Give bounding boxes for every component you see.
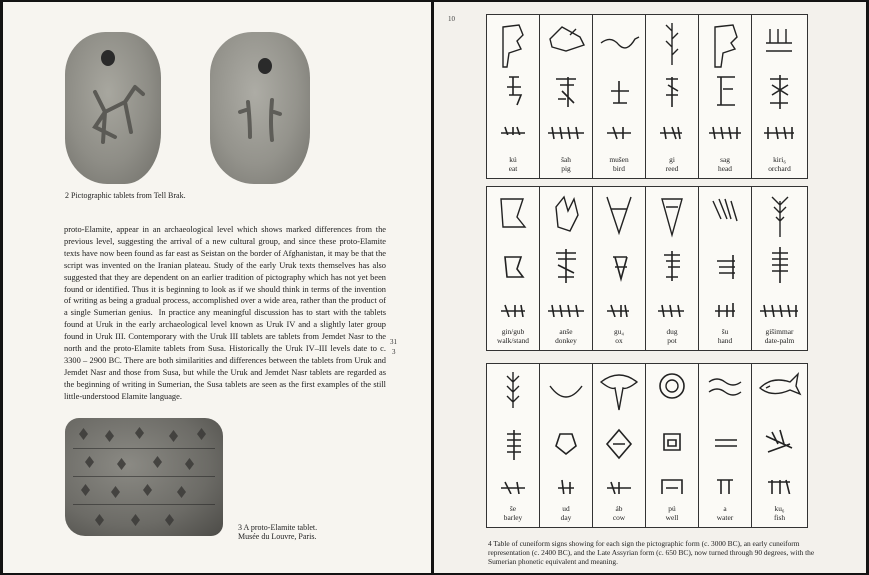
- sign-column-musen: [593, 15, 646, 178]
- tablet-line: [73, 476, 215, 477]
- tablet-sign: [85, 456, 94, 468]
- phonetic-value: dug: [666, 327, 678, 336]
- phonetic-value: gu₄: [614, 327, 624, 336]
- sign-drawings: [540, 364, 592, 494]
- meaning: donkey: [555, 336, 577, 345]
- sign-drawings: [699, 364, 751, 494]
- sign-column-su: [699, 187, 752, 350]
- sign-drawings: [752, 15, 807, 145]
- page-number: 10: [448, 15, 455, 23]
- sign-table-panel-2: [486, 186, 808, 351]
- sign-drawings: [646, 15, 698, 145]
- figure-caption-3: 3 A proto-Elamite tablet.: [238, 523, 318, 532]
- sign-drawings: [487, 15, 539, 135]
- proto-elamite-tablet-image: [65, 418, 223, 536]
- sign-column-anse: [540, 187, 593, 350]
- tablet-sign: [143, 484, 152, 496]
- phonetic-value: sag: [720, 155, 730, 164]
- sign-column-ku6: [752, 364, 807, 527]
- tablet-sign: [165, 514, 174, 526]
- meaning: pot: [667, 336, 677, 345]
- tablet-sign: [111, 486, 120, 498]
- meaning: reed: [665, 164, 679, 173]
- sign-column-se: [487, 364, 540, 527]
- phonetic-value: ku₆: [774, 504, 785, 513]
- tablet-sign: [105, 430, 114, 442]
- margin-note: 31: [390, 338, 397, 346]
- meaning: water: [716, 513, 734, 522]
- sign-column-gu: [593, 187, 646, 350]
- tablet-sign: [131, 514, 140, 526]
- meaning: well: [665, 513, 679, 522]
- tablet-sign: [135, 427, 144, 439]
- phonetic-value: anše: [559, 327, 573, 336]
- right-page: [434, 2, 866, 573]
- meaning: walk/stand: [496, 336, 530, 345]
- sign-drawings: [593, 187, 645, 317]
- sign-column-pu: [646, 364, 699, 527]
- sign-column-ku: [487, 15, 540, 178]
- body-text: proto-Elamite, appear in an archaeological level which shows marked differences from the previous level, suggesting the arrival of a new cultural group, and since these proto-Elamite texts have now been found as far east as Seistan on the border of Afghanistan, it may be that the script was invented on the Iranian plateau. Study of the early Uruk texts themselves has also suggested that they are dependent on an earlier tradition of pictography which has not yet been found or identified. Thus it is beginning to look as if we should think in terms of the invention of writing as being a gradual process, accomplished over a wide area, rather than the product of a single Sumerian genius. In practice any meaningful discussion has to start with the tablets found at Uruk in the early archaeological level known as Uruk IV and a slightly later group found in Uruk III. Contemporary with the Uruk III tablets are tablets from Jemdet Nasr to the north and the proto-Elamite tablets from Susa. Historically the Uruk IV–III levels date to c. 3300 – 2900 BC. There are both similarities and differences between the tablets from Uruk and Jemdet Nasr and those from Susa, but while the Uruk and Jemdet Nasr tablets are regarded as the beginning of writing in Sumerian, the Susa tablets are seen as the first examples of the still little-understood Elamite language.: [64, 225, 386, 401]
- pictographic-tablet-image: [210, 32, 310, 184]
- tablet-line: [73, 448, 215, 449]
- phonetic-value: mušen: [609, 155, 629, 164]
- tablet-sign: [117, 458, 126, 470]
- figure-caption-2: 2 Pictographic tablets from Tell Brak.: [65, 191, 186, 200]
- sign-drawings: [540, 15, 592, 145]
- meaning: eat: [508, 164, 518, 173]
- meaning: cow: [612, 513, 626, 522]
- meaning: fish: [773, 513, 786, 522]
- phonetic-value: a: [723, 504, 727, 513]
- sign-table-panel-1: [486, 14, 808, 179]
- tablet-sign: [197, 428, 206, 440]
- meaning: barley: [503, 513, 523, 522]
- sign-column-a: [699, 364, 752, 527]
- phonetic-value: gi: [669, 155, 675, 164]
- phonetic-value: še: [509, 504, 517, 513]
- tablet-engraving: [210, 32, 310, 184]
- meaning: date-palm: [764, 336, 795, 345]
- tablet-line: [73, 504, 215, 505]
- sign-drawings: [699, 187, 751, 317]
- meaning: orchard: [768, 164, 791, 173]
- sign-column-gi: [646, 15, 699, 178]
- phonetic-value: šu: [721, 327, 729, 336]
- meaning: head: [718, 164, 732, 173]
- sign-column-gisimmar: [752, 187, 807, 350]
- phonetic-value: šah: [561, 155, 571, 164]
- tablet-sign: [169, 430, 178, 442]
- sign-column-gin: [487, 187, 540, 350]
- sign-drawings: [646, 364, 698, 494]
- tablet-sign: [153, 456, 162, 468]
- sign-drawings: [646, 187, 698, 317]
- sign-column-ab: [593, 364, 646, 527]
- phonetic-value: kiri₆: [773, 155, 786, 164]
- tablet-sign: [177, 486, 186, 498]
- sign-column-kiri: [752, 15, 807, 178]
- left-page: [3, 2, 431, 573]
- sign-drawings: [699, 15, 751, 145]
- sign-table-panel-3: [486, 363, 808, 528]
- meaning: day: [560, 513, 572, 522]
- tablet-sign: [185, 458, 194, 470]
- sign-drawings: [487, 364, 539, 494]
- sign-drawings: [752, 364, 807, 494]
- sign-drawings: [487, 187, 539, 317]
- figure-caption-3-location: Musée du Louvre, Paris.: [238, 532, 317, 541]
- sign-drawings: [593, 364, 645, 494]
- figure-caption-4: 4 Table of cuneiform signs showing for each sign the pictographic form (c. 3000 BC), an early cuneiform representation (c. 2400 BC), and the Late Assyrian form (c. 650 BC), now turned through 90 degrees, with the Sumerian phonetic equivalent and meaning.: [488, 539, 815, 566]
- meaning: hand: [717, 336, 733, 345]
- tablet-sign: [79, 428, 88, 440]
- sign-drawings: [593, 15, 645, 145]
- phonetic-value: kú: [509, 155, 517, 164]
- phonetic-value: ud: [562, 504, 570, 513]
- sign-column-sah: [540, 15, 593, 178]
- meaning: pig: [561, 164, 571, 173]
- phonetic-value: gišimmar: [765, 327, 794, 336]
- sign-column-dug: [646, 187, 699, 350]
- phonetic-value: áb: [615, 504, 623, 513]
- pictographic-tablet-image: [65, 32, 161, 184]
- margin-note: 3: [392, 348, 396, 356]
- phonetic-value: pú: [668, 504, 676, 513]
- sign-drawings: [752, 187, 807, 317]
- sign-drawings: [540, 187, 592, 317]
- sign-column-ud: [540, 364, 593, 527]
- tablet-sign: [81, 484, 90, 496]
- meaning: ox: [615, 336, 623, 345]
- tablet-sign: [95, 514, 104, 526]
- phonetic-value: gin/gub: [501, 327, 525, 336]
- tablet-engraving: [65, 32, 161, 184]
- meaning: bird: [613, 164, 625, 173]
- sign-column-sag: [699, 15, 752, 178]
